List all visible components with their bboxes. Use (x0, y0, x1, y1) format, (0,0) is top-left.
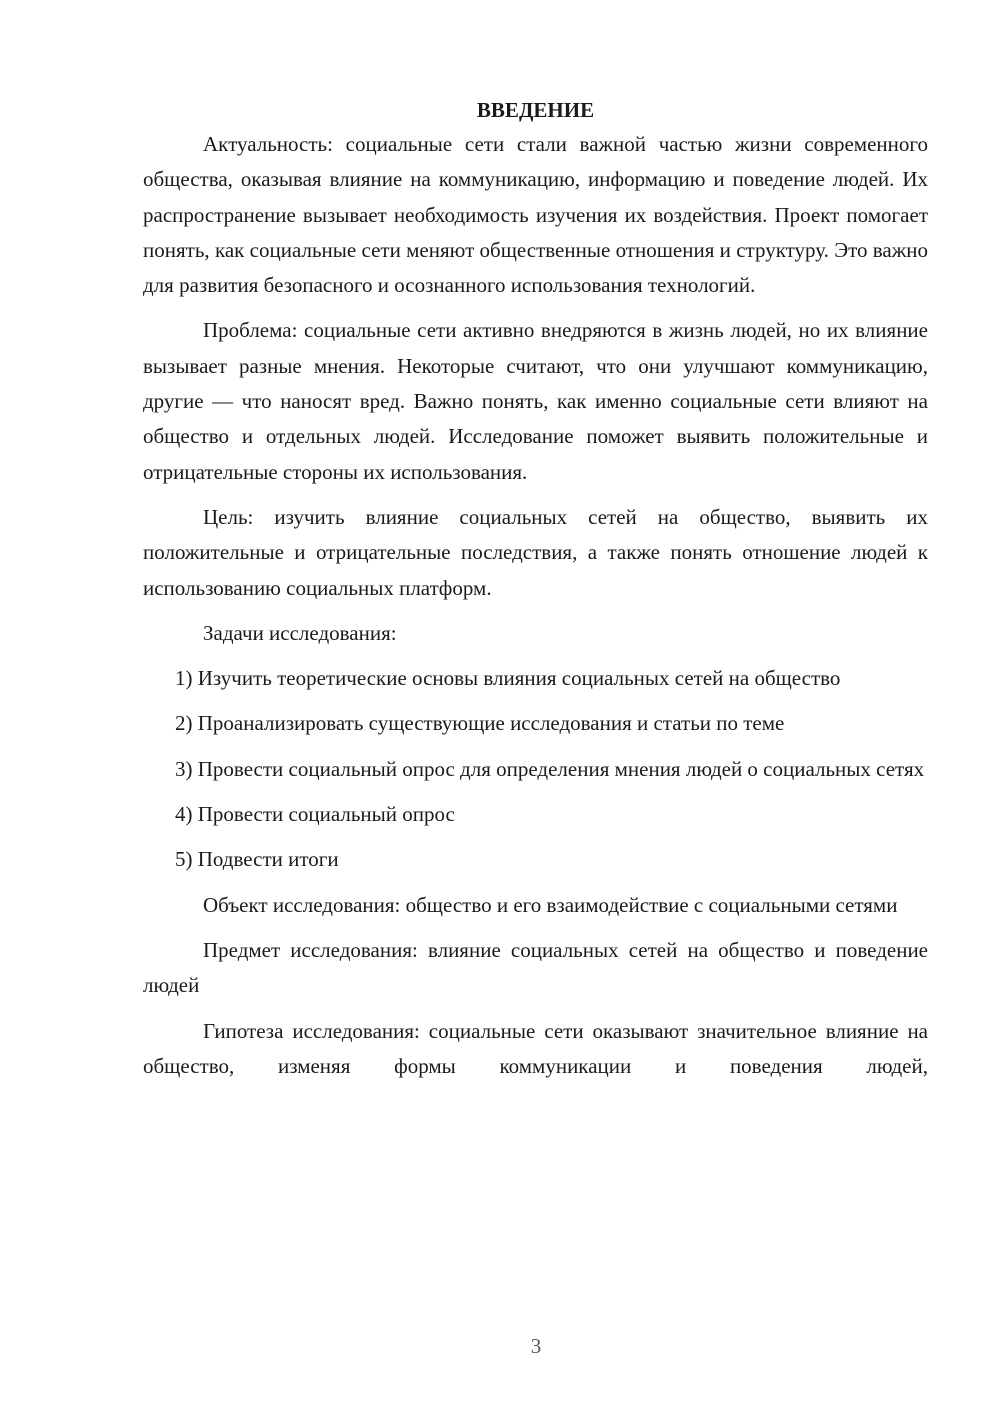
hypothesis-paragraph: Гипотеза исследования: социальные сети оказывают значительное влияние на общество, изменяя формы коммуникации и поведения людей, (143, 1018, 928, 1078)
task-item-1: 1) Изучить теоретические основы влияния социальных сетей на общество (175, 666, 841, 691)
task-item-2: 2) Проанализировать существующие исследования и статьи по теме (175, 711, 785, 736)
task-item-3: 3) Провести социальный опрос для определения мнения людей о социальных сетях (175, 756, 925, 781)
relevance-paragraph: Актуальность: социальные сети стали важной частью жизни современного общества, оказывая влияние на коммуникацию, информацию и поведение людей. Их распространение вызывает необходимость изучения их воздействия. Проект помогает понять, как социальные сети меняют общественные отношения и структуру. Это важно для развития безопасного и осознанного использования технологий. (143, 132, 928, 298)
document-page (143, 96, 928, 1094)
tasks-heading: Задачи исследования: (203, 620, 397, 645)
task-item-4: 4) Провести социальный опрос (175, 802, 455, 827)
goal-paragraph: Цель: изучить влияние социальных сетей на общество, выявить их положительные и отрицательные последствия, а также понять отношение людей к использованию социальных платформ. (143, 504, 928, 600)
task-item-5: 5) Подвести итоги (175, 847, 339, 872)
page-number: 3 (530, 1334, 542, 1358)
section-title: ВВЕДЕНИЕ (476, 98, 595, 122)
subject-paragraph: Предмет исследования: влияние социальных сетей на общество и поведение людей (143, 937, 928, 998)
problem-paragraph: Проблема: социальные сети активно внедряются в жизнь людей, но их влияние вызывает разные мнения. Некоторые считают, что они улучшают коммуникацию, другие — что наносят вред. Важно понять, как именно социальные сети влияют на общество и отдельных людей. Исследование поможет выявить положительные и отрицательные стороны их использования. (143, 318, 928, 484)
object-paragraph: Объект исследования: общество и его взаимодействие с социальными сетями (203, 892, 898, 917)
